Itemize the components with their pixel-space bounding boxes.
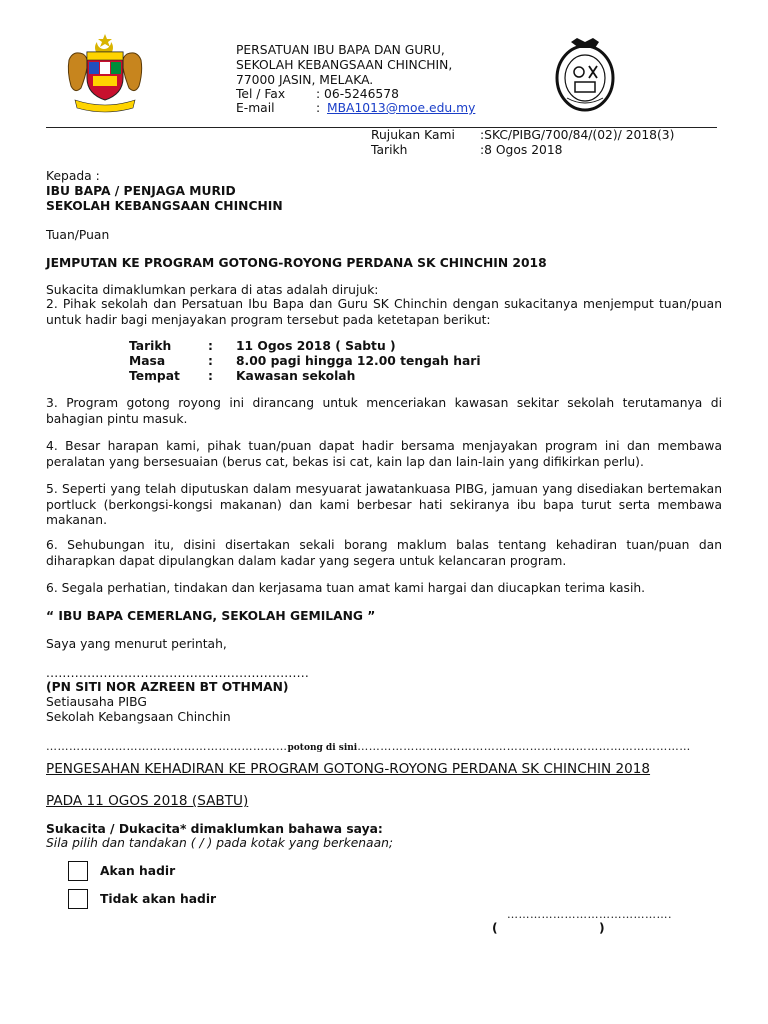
intro-paragraph: Sukacita dimaklumkan perkara di atas adalah dirujuk:: [46, 283, 379, 297]
recipient-line2: SEKOLAH KEBANGSAAN CHINCHIN: [46, 199, 283, 213]
recipient-line1: IBU BAPA / PENJAGA MURID: [46, 184, 236, 198]
event-date-value: 11 Ogos 2018 ( Sabtu ): [236, 339, 396, 353]
event-date-colon: :: [208, 339, 213, 353]
signatory-name: (PN SITI NOR AZREEN BT OTHMAN): [46, 680, 289, 694]
coat-of-arms-logo: [63, 32, 147, 114]
school-logo: [553, 36, 617, 116]
paragraph-4: 4. Besar harapan kami, pihak tuan/puan dapat hadir bersama menjayakan program ini dan membawa peralatan yang bersesuaian (berus cat, bekas isi cat, kain lap dan lain-lain yang difikirkan perlu).: [46, 439, 722, 469]
event-place-value: Kawasan sekolah: [236, 369, 356, 383]
not-attend-checkbox[interactable]: [68, 889, 88, 909]
salutation: Tuan/Puan: [46, 228, 110, 242]
event-place-colon: :: [208, 369, 213, 383]
paragraph-3: 3. Program gotong royong ini dirancang untuk menceriakan kawasan sekitar sekolah terutamanya di bahagian pintu masuk.: [46, 396, 722, 426]
paragraph-7: 6. Segala perhatian, tindakan dan kerjasama tuan amat kami hargai dan diucapkan terima kasih.: [46, 581, 646, 595]
event-time-colon: :: [208, 354, 213, 368]
form-instruction: Sila pilih dan tandakan ( / ) pada kotak yang berkenaan;: [46, 836, 394, 850]
event-time-value: 8.00 pagi hingga 12.00 tengah hari: [236, 354, 481, 368]
cut-line-left: ………………………………………………………: [46, 740, 288, 753]
org-name-line1: PERSATUAN IBU BAPA DAN GURU,: [236, 43, 445, 57]
email-link[interactable]: MBA1013@moe.edu.my: [327, 101, 476, 115]
paragraph-6: 6. Sehubungan itu, disini disertakan sekali borang maklum balas tentang kehadiran tuan/puan dan diharapkan dapat dipulangkan dalam kadar yang segera untuk kelancaran program.: [46, 538, 722, 568]
event-place-label: Tempat: [129, 369, 180, 383]
cut-line-right: ……………………………………………………………………………: [357, 740, 691, 753]
org-name-line2: SEKOLAH KEBANGSAAN CHINCHIN,: [236, 58, 453, 72]
tel-label: Tel / Fax: [236, 87, 286, 101]
to-label: Kepada :: [46, 169, 100, 183]
paragraph-2: 2. Pihak sekolah dan Persatuan Ibu Bapa dan Guru SK Chinchin dengan sukacitanya menjemput tuan/puan untuk hadir bagi menjayakan program tersebut pada ketetapan berikut:: [46, 297, 722, 327]
email-label: E-mail: [236, 101, 275, 115]
signatory-title: Setiausaha PIBG: [46, 695, 147, 709]
org-address: 77000 JASIN, MELAKA.: [236, 73, 374, 87]
tel-value: : 06-5246578: [316, 87, 399, 101]
not-attend-label: Tidak akan hadir: [100, 892, 217, 906]
cut-line: [46, 739, 691, 756]
letter-subject: JEMPUTAN KE PROGRAM GOTONG-ROYONG PERDANA SK CHINCHIN 2018: [46, 256, 547, 270]
event-time-label: Masa: [129, 354, 166, 368]
attend-checkbox[interactable]: [68, 861, 88, 881]
motto: “ IBU BAPA CEMERLANG, SEKOLAH GEMILANG ”: [46, 609, 376, 623]
date-value: :8 Ogos 2018: [480, 143, 563, 157]
attend-label: Akan hadir: [100, 864, 176, 878]
signatory-school: Sekolah Kebangsaan Chinchin: [46, 710, 231, 724]
event-date-label: Tarikh: [129, 339, 172, 353]
form-statement: Sukacita / Dukacita* dimaklumkan bahawa saya:: [46, 822, 383, 836]
parent-signature-line: …………………………………….: [507, 908, 672, 921]
paragraph-5: 5. Seperti yang telah diputuskan dalam mesyuarat jawatankuasa PIBG, jamuan yang disediakan bertemakan portluck (berkongsi-kongsi makanan) dan kami berbesar hati sekiranya ibu bapa turut serta membawa makanan.: [46, 482, 722, 527]
ref-value: :SKC/PIBG/700/84/(02)/ 2018(3): [480, 128, 675, 142]
name-close-paren: ): [599, 921, 605, 935]
email-colon: :: [316, 101, 321, 115]
form-title-date: PADA 11 OGOS 2018 (SABTU): [46, 793, 249, 809]
closing: Saya yang menurut perintah,: [46, 637, 227, 651]
date-label: Tarikh: [371, 143, 408, 157]
cut-here-label: potong di sini: [287, 743, 358, 753]
ref-label: Rujukan Kami: [371, 128, 455, 142]
form-title: PENGESAHAN KEHADIRAN KE PROGRAM GOTONG-ROYONG PERDANA SK CHINCHIN 2018: [46, 761, 651, 777]
signature-line: ................................................................: [46, 666, 309, 680]
name-open-paren: (: [492, 921, 498, 935]
